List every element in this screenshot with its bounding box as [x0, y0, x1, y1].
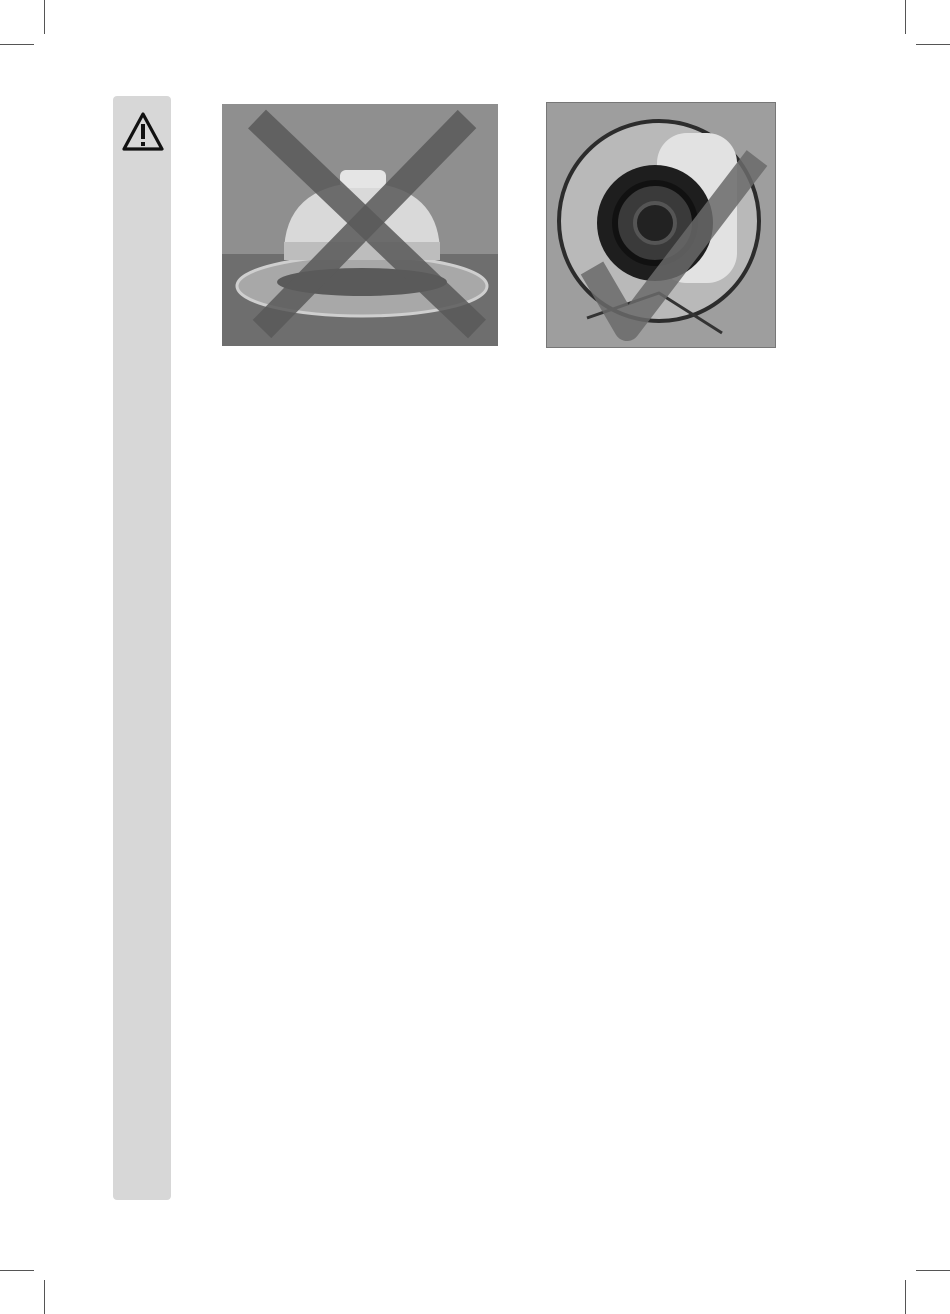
warning-icon [121, 110, 165, 154]
page-content [186, 99, 856, 404]
crop-mark [0, 1270, 34, 1271]
warning-sidebar [113, 96, 171, 1200]
device-lid-photo-wrong [222, 104, 498, 346]
crop-mark [916, 1270, 950, 1271]
device-lid-photo-correct [546, 102, 776, 348]
crop-mark [44, 1280, 45, 1314]
illustrations [186, 102, 856, 384]
crop-mark [905, 0, 906, 34]
crop-mark [916, 44, 950, 45]
crop-mark [0, 44, 34, 45]
crop-mark [44, 0, 45, 34]
cross-mark-icon [222, 104, 498, 346]
crop-mark [905, 1280, 906, 1314]
check-mark-icon [547, 103, 775, 347]
